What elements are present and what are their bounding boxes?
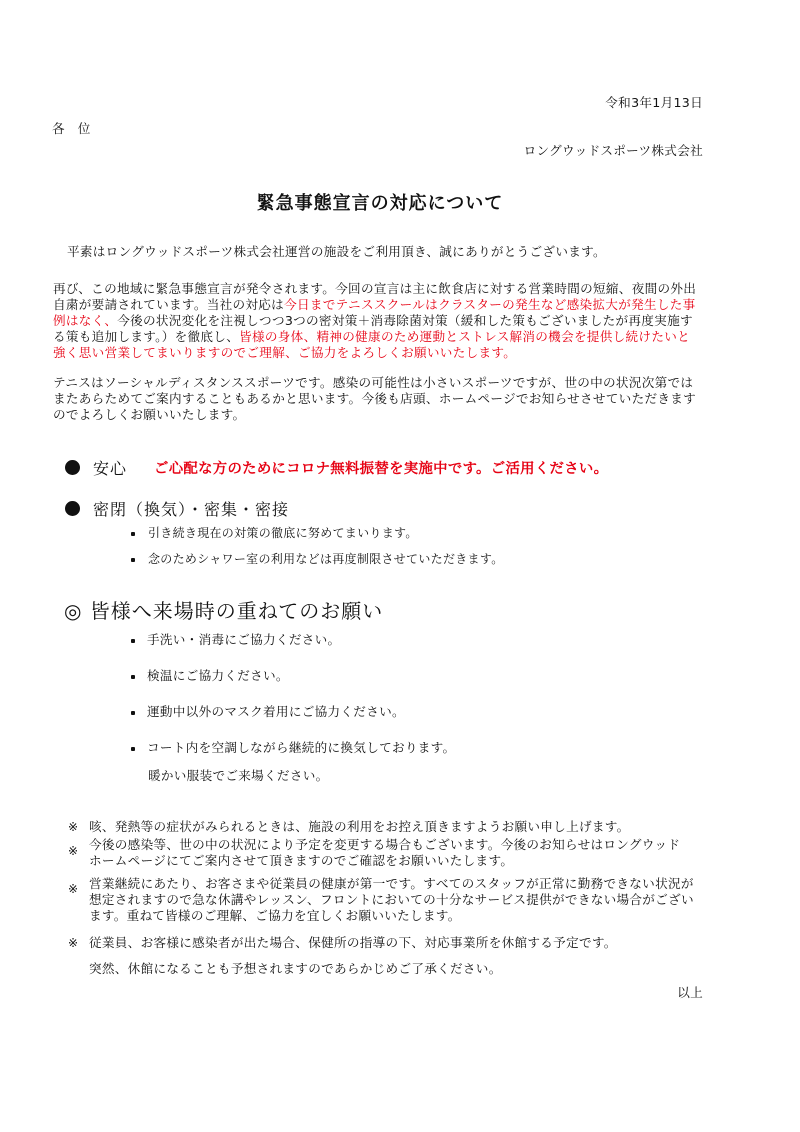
request-item-1-text: 手洗い・消毒にご協力ください。	[147, 632, 341, 647]
para1-line2-black: 自粛が要請されています。当社の対応は	[53, 297, 285, 312]
request-item-4-text: コート内を空調しながら継続的に換気しております。	[147, 740, 456, 755]
anshin-label: 安心	[93, 459, 128, 478]
mippei-label: 密閉（換気）・密集・密接	[93, 500, 290, 519]
bullet-icon	[131, 711, 135, 715]
para1-line3-red: 例はなく、	[53, 313, 118, 328]
body-paragraph-1	[53, 281, 696, 361]
note-mark: ※	[68, 820, 79, 834]
note-3-line1: 営業継続にあたり、お客さまや従業員の健康が第一です。すべてのスタッフが正常に勤務できない状況が	[89, 876, 694, 891]
para2-line3: のでよろしくお願いいたします。	[53, 407, 246, 422]
bullet-icon	[131, 675, 135, 679]
note-2	[89, 837, 680, 869]
para1-line2-red: 今日までテニススクールはクラスターの発生など感染拡大が発生した事	[284, 297, 696, 312]
request-item-3	[131, 704, 405, 720]
bullet-icon	[131, 532, 135, 536]
bullet-icon	[131, 747, 135, 751]
request-item-2-text: 検温にご協力ください。	[147, 668, 289, 683]
para1-line5: 強く思い営業してまいりますのでご理解、ご協力をよろしくお願いいたします。	[53, 345, 517, 360]
note-4: 従業員、お客様に感染者が出た場合、保健所の指導の下、対応事業所を休館する予定です。	[89, 935, 617, 950]
para1-line4-red: 皆様の身体、精神の健康のため運動とストレス解消の機会を提供し続けたいと	[239, 329, 691, 344]
note-2-line1: 今後の感染等、世の中の状況により予定を変更する場合もございます。今後のお知らせはロングウッド	[89, 837, 681, 852]
note-mark: ※	[68, 936, 79, 950]
note-3-line2: 想定されますので急な休講やレッスン、フロントにおいての十分なサービス提供ができない場合がござい	[89, 892, 694, 907]
note-mark: ※	[68, 882, 79, 896]
para1-line4	[53, 329, 696, 345]
note-3-line3: ます。重ねて皆様のご理解、ご協力を宜しくお願いいたします。	[89, 908, 461, 923]
section-anshin	[65, 456, 608, 479]
anshin-text: ご心配な方のためにコロナ無料振替を実施中です。ご活用ください。	[154, 461, 609, 477]
request-heading: ◎ 皆様へ来場時の重ねてのお願い	[64, 599, 384, 623]
document-date: 令和3年1月13日	[605, 95, 703, 110]
bullet-icon	[131, 639, 135, 643]
mippei-item-2	[131, 551, 504, 567]
note-3	[89, 876, 694, 924]
note-mark: ※	[68, 844, 79, 858]
page-title: 緊急事態宣言の対応について	[256, 193, 504, 214]
para1-line2	[53, 297, 696, 313]
mippei-item-2-text: 念のためシャワー室の利用などは再度制限させていただきます。	[148, 552, 504, 566]
para1-line3-black: 今後の状況変化を注視しつつ3つの密対策＋消毒除菌対策（緩和した策もございましたが再度実施す	[117, 313, 693, 328]
para1-line4-black: る策も追加します。）を徹底し、	[53, 329, 240, 344]
note-2-line2: ホームページにてご案内させて頂きますのでご確認をお願いいたします。	[89, 853, 514, 868]
bullet-icon	[65, 460, 80, 475]
request-item-3-text: 運動中以外のマスク着用にご協力ください。	[147, 704, 405, 719]
company-name: ロングウッドスポーツ株式会社	[523, 143, 703, 158]
note-1: 咳、発熱等の症状がみられるときは、施設の利用をお控え頂きますようお願い申し上げます。	[89, 819, 630, 834]
mippei-item-1-text: 引き続き現在の対策の徹底に努めてまいります。	[148, 526, 418, 540]
bullet-icon	[65, 501, 80, 516]
request-item-1	[131, 632, 340, 648]
request-item-2	[131, 668, 289, 684]
para1-line1: 再び、この地域に緊急事態宣言が発令されます。今回の宣言は主に飲食店に対する営業時間の短縮、夜間の外出	[53, 281, 697, 296]
note-4-continued: 突然、休館になることも予想されますのであらかじめご了承ください。	[89, 961, 502, 976]
bullet-icon	[131, 558, 135, 562]
request-extra-text: 暖かい服装でご来場ください。	[148, 768, 329, 783]
para1-line3	[53, 313, 696, 329]
recipient: 各 位	[52, 121, 91, 136]
request-item-4	[131, 740, 455, 756]
body-paragraph-2	[53, 375, 696, 423]
para2-line2: またあらためてご案内することもあるかと思います。今後も店頭、ホームページでお知らせさせていただきます	[53, 391, 697, 406]
para2-line1: テニスはソーシャルディスタンススポーツです。感染の可能性は小さいスポーツですが、世の中の状況次第では	[53, 375, 694, 390]
section-mippei	[65, 497, 289, 520]
closing-text: 以上	[677, 985, 703, 1000]
greeting-text: 平素はロングウッドスポーツ株式会社運営の施設をご利用頂き、誠にありがとうございます。	[67, 244, 606, 259]
mippei-item-1	[131, 525, 418, 541]
